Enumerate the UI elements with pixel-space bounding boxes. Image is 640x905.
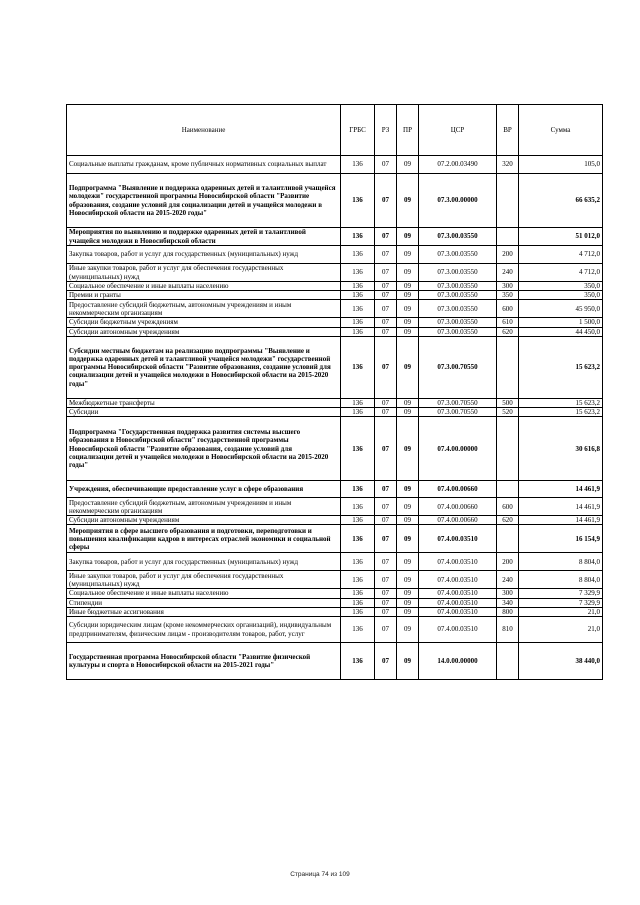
cell-rz: 07 [375, 228, 397, 246]
table-row [67, 481, 603, 498]
cell-rz: 07 [375, 617, 397, 643]
cell-csr: 07.4.00.00660 [419, 481, 497, 498]
page-number: Страница 74 из 109 [290, 871, 350, 878]
cell-csr: 07.3.00.03550 [419, 246, 497, 264]
cell-name: Субсидии [67, 408, 341, 417]
cell-sum: 14 461,9 [519, 481, 603, 498]
cell-vr: 810 [497, 617, 519, 643]
cell-vr [497, 174, 519, 228]
cell-name: Мероприятия по выявлению и поддержке одаренных детей и талантливой учащейся молодежи в Новосибирской области [67, 228, 341, 246]
table-body [67, 156, 603, 680]
table-row [67, 607, 603, 616]
cell-pr: 09 [397, 571, 419, 589]
cell-sum: 7 329,9 [519, 598, 603, 607]
cell-pr: 09 [397, 300, 419, 318]
cell-sum: 14 461,9 [519, 516, 603, 525]
cell-vr [497, 228, 519, 246]
table-row [67, 617, 603, 643]
cell-name: Социальное обеспечение и иные выплаты населению [67, 282, 341, 291]
cell-csr: 07.3.00.03550 [419, 264, 497, 282]
cell-vr: 600 [497, 498, 519, 516]
cell-pr: 09 [397, 617, 419, 643]
cell-sum: 350,0 [519, 282, 603, 291]
cell-sum: 44 450,0 [519, 327, 603, 336]
table-row [67, 174, 603, 228]
table-row [67, 246, 603, 264]
table-row [67, 516, 603, 525]
cell-grbs: 136 [341, 336, 375, 398]
cell-vr: 600 [497, 300, 519, 318]
table-row [67, 525, 603, 553]
cell-rz: 07 [375, 318, 397, 327]
cell-pr: 09 [397, 408, 419, 417]
cell-vr: 300 [497, 589, 519, 598]
cell-rz: 07 [375, 598, 397, 607]
cell-sum: 45 950,0 [519, 300, 603, 318]
table-row [67, 300, 603, 318]
table-row [67, 598, 603, 607]
cell-pr: 09 [397, 481, 419, 498]
cell-name: Премии и гранты [67, 291, 341, 300]
cell-grbs: 136 [341, 264, 375, 282]
cell-name: Подпрограмма "Выявление и поддержка одаренных детей и талантливой учащейся молодежи" государственной программы Новосибирской области "Развитие образования, создание условий для социализации детей и учащейся молодежи в Новосибирской области на 2015-2020 годы" [67, 174, 341, 228]
cell-pr: 09 [397, 156, 419, 174]
cell-rz: 07 [375, 398, 397, 407]
cell-vr: 200 [497, 553, 519, 571]
cell-name: Социальные выплаты гражданам, кроме публичных нормативных социальных выплат [67, 156, 341, 174]
cell-vr: 240 [497, 264, 519, 282]
cell-name: Субсидии автономным учреждениям [67, 327, 341, 336]
cell-csr: 07.4.00.00000 [419, 417, 497, 481]
col-header-csr: ЦСР [419, 105, 497, 156]
cell-csr: 07.4.00.03510 [419, 589, 497, 598]
cell-sum: 4 712,0 [519, 246, 603, 264]
cell-sum: 1 500,0 [519, 318, 603, 327]
cell-grbs: 136 [341, 516, 375, 525]
cell-name: Мероприятия в сфере высшего образования и подготовки, переподготовки и повышения квалификации кадров в интересах отраслей экономики и социальной сферы [67, 525, 341, 553]
table-row [67, 291, 603, 300]
cell-grbs: 136 [341, 282, 375, 291]
cell-sum: 15 623,2 [519, 398, 603, 407]
cell-pr: 09 [397, 516, 419, 525]
cell-name: Предоставление субсидий бюджетным, автономным учреждениям и иным некоммерческим организациям [67, 498, 341, 516]
cell-name: Иные бюджетные ассигнования [67, 607, 341, 616]
cell-csr: 07.3.00.03550 [419, 327, 497, 336]
cell-name: Подпрограмма "Государственная поддержка развития системы высшего образования в Новосибирской области" государственной программы Новосибирской области "Развитие образования, создание условий для социализации детей и учащейся молодежи в Новосибирской области на 2015-2020 годы" [67, 417, 341, 481]
cell-sum: 38 440,0 [519, 643, 603, 680]
cell-rz: 07 [375, 291, 397, 300]
cell-grbs: 136 [341, 318, 375, 327]
cell-rz: 07 [375, 525, 397, 553]
cell-grbs: 136 [341, 617, 375, 643]
table-row [67, 318, 603, 327]
cell-sum: 51 012,0 [519, 228, 603, 246]
cell-name: Субсидии местным бюджетам на реализацию подпрограммы "Выявление и поддержка одаренных детей и талантливой учащейся молодежи" государственной программы Новосибирской области "Развитие образования, создание условий для социализации детей и учащейся молодежи в Новосибирской области на 2015-2020 годы" [67, 336, 341, 398]
cell-rz: 07 [375, 300, 397, 318]
cell-pr: 09 [397, 525, 419, 553]
cell-pr: 09 [397, 228, 419, 246]
cell-csr: 07.4.00.00660 [419, 498, 497, 516]
cell-name: Государственная программа Новосибирской области "Развитие физической культуры и спорта в Новосибирской области на 2015-2021 годы" [67, 643, 341, 680]
cell-pr: 09 [397, 282, 419, 291]
col-header-rz: РЗ [375, 105, 397, 156]
cell-rz: 07 [375, 571, 397, 589]
cell-rz: 07 [375, 264, 397, 282]
cell-name: Учреждения, обеспечивающие предоставление услуг в сфере образования [67, 481, 341, 498]
cell-pr: 09 [397, 398, 419, 407]
table-header-row [67, 105, 603, 156]
cell-vr [497, 336, 519, 398]
cell-csr: 07.4.00.03510 [419, 607, 497, 616]
cell-vr: 300 [497, 282, 519, 291]
cell-grbs: 136 [341, 481, 375, 498]
cell-vr [497, 417, 519, 481]
cell-csr: 07.3.00.70550 [419, 398, 497, 407]
cell-rz: 07 [375, 589, 397, 598]
cell-csr: 07.3.00.03550 [419, 282, 497, 291]
cell-vr [497, 525, 519, 553]
cell-rz: 07 [375, 174, 397, 228]
table-row [67, 228, 603, 246]
cell-grbs: 136 [341, 498, 375, 516]
cell-pr: 09 [397, 553, 419, 571]
cell-vr: 320 [497, 156, 519, 174]
cell-name: Субсидии юридическим лицам (кроме некоммерческих организаций), индивидуальным предпринимателям, физическим лицам - производителям товаров, работ, услуг [67, 617, 341, 643]
table-row [67, 643, 603, 680]
cell-sum: 350,0 [519, 291, 603, 300]
cell-pr: 09 [397, 336, 419, 398]
table-row [67, 282, 603, 291]
cell-csr: 07.4.00.03510 [419, 571, 497, 589]
cell-grbs: 136 [341, 571, 375, 589]
cell-grbs: 136 [341, 408, 375, 417]
cell-csr: 07.4.00.03510 [419, 598, 497, 607]
cell-rz: 07 [375, 156, 397, 174]
col-header-pr: ПР [397, 105, 419, 156]
cell-grbs: 136 [341, 525, 375, 553]
cell-grbs: 136 [341, 398, 375, 407]
cell-sum: 105,0 [519, 156, 603, 174]
cell-vr: 240 [497, 571, 519, 589]
cell-grbs: 136 [341, 598, 375, 607]
cell-grbs: 136 [341, 589, 375, 598]
cell-name: Субсидии бюджетным учреждениям [67, 318, 341, 327]
cell-sum: 8 804,0 [519, 553, 603, 571]
cell-csr: 07.3.00.70550 [419, 336, 497, 398]
cell-csr: 07.2.00.03490 [419, 156, 497, 174]
cell-rz: 07 [375, 498, 397, 516]
cell-name: Закупка товаров, работ и услуг для государственных (муниципальных) нужд [67, 246, 341, 264]
table-row [67, 417, 603, 481]
cell-pr: 09 [397, 643, 419, 680]
cell-grbs: 136 [341, 553, 375, 571]
table-row [67, 156, 603, 174]
cell-rz: 07 [375, 246, 397, 264]
cell-grbs: 136 [341, 300, 375, 318]
cell-pr: 09 [397, 327, 419, 336]
cell-grbs: 136 [341, 174, 375, 228]
cell-rz: 07 [375, 327, 397, 336]
cell-vr [497, 481, 519, 498]
cell-pr: 09 [397, 291, 419, 300]
cell-csr: 07.3.00.03550 [419, 300, 497, 318]
cell-csr: 07.4.00.03510 [419, 553, 497, 571]
cell-csr: 07.4.00.03510 [419, 617, 497, 643]
cell-name: Предоставление субсидий бюджетным, автономным учреждениям и иным некоммерческим организациям [67, 300, 341, 318]
table-row [67, 589, 603, 598]
cell-rz: 07 [375, 282, 397, 291]
cell-rz: 07 [375, 336, 397, 398]
cell-csr: 07.3.00.03550 [419, 291, 497, 300]
cell-pr: 09 [397, 607, 419, 616]
cell-vr: 200 [497, 246, 519, 264]
cell-vr: 610 [497, 318, 519, 327]
table-row [67, 398, 603, 407]
cell-rz: 07 [375, 643, 397, 680]
cell-csr: 07.3.00.03550 [419, 318, 497, 327]
cell-sum: 21,0 [519, 617, 603, 643]
cell-vr [497, 643, 519, 680]
cell-sum: 16 154,9 [519, 525, 603, 553]
cell-sum: 15 623,2 [519, 408, 603, 417]
cell-grbs: 136 [341, 327, 375, 336]
cell-sum: 66 635,2 [519, 174, 603, 228]
cell-csr: 07.4.00.03510 [419, 525, 497, 553]
cell-pr: 09 [397, 498, 419, 516]
cell-rz: 07 [375, 417, 397, 481]
table-row [67, 498, 603, 516]
cell-rz: 07 [375, 408, 397, 417]
cell-csr: 07.4.00.00660 [419, 516, 497, 525]
cell-name: Межбюджетные трансферты [67, 398, 341, 407]
cell-sum: 21,0 [519, 607, 603, 616]
col-header-grbs: ГРБС [341, 105, 375, 156]
cell-grbs: 136 [341, 291, 375, 300]
cell-grbs: 136 [341, 228, 375, 246]
cell-csr: 07.3.00.03550 [419, 228, 497, 246]
cell-pr: 09 [397, 174, 419, 228]
cell-vr: 350 [497, 291, 519, 300]
cell-sum: 8 804,0 [519, 571, 603, 589]
cell-name: Иные закупки товаров, работ и услуг для обеспечения государственных (муниципальных) нужд [67, 264, 341, 282]
cell-sum: 7 329,9 [519, 589, 603, 598]
table-row [67, 408, 603, 417]
col-header-vr: ВР [497, 105, 519, 156]
table-row [67, 336, 603, 398]
cell-vr: 620 [497, 327, 519, 336]
cell-grbs: 136 [341, 156, 375, 174]
cell-sum: 4 712,0 [519, 264, 603, 282]
cell-grbs: 136 [341, 643, 375, 680]
cell-grbs: 136 [341, 246, 375, 264]
cell-grbs: 136 [341, 417, 375, 481]
cell-name: Стипендии [67, 598, 341, 607]
cell-rz: 07 [375, 553, 397, 571]
cell-name: Закупка товаров, работ и услуг для государственных (муниципальных) нужд [67, 553, 341, 571]
cell-pr: 09 [397, 589, 419, 598]
cell-name: Социальное обеспечение и иные выплаты населению [67, 589, 341, 598]
cell-csr: 07.3.00.00000 [419, 174, 497, 228]
col-header-sum: Сумма [519, 105, 603, 156]
cell-name: Субсидии автономным учреждениям [67, 516, 341, 525]
cell-grbs: 136 [341, 607, 375, 616]
cell-vr: 800 [497, 607, 519, 616]
col-header-name: Наименование [67, 105, 341, 156]
cell-sum: 30 616,8 [519, 417, 603, 481]
cell-pr: 09 [397, 318, 419, 327]
cell-vr: 620 [497, 516, 519, 525]
cell-pr: 09 [397, 417, 419, 481]
cell-rz: 07 [375, 607, 397, 616]
cell-rz: 07 [375, 516, 397, 525]
table-row [67, 264, 603, 282]
table-row [67, 571, 603, 589]
cell-csr: 07.3.00.70550 [419, 408, 497, 417]
cell-rz: 07 [375, 481, 397, 498]
table-row [67, 553, 603, 571]
cell-vr: 520 [497, 408, 519, 417]
cell-pr: 09 [397, 246, 419, 264]
table-row [67, 327, 603, 336]
cell-pr: 09 [397, 264, 419, 282]
budget-table [66, 104, 603, 680]
cell-sum: 15 623,2 [519, 336, 603, 398]
cell-sum: 14 461,9 [519, 498, 603, 516]
cell-vr: 340 [497, 598, 519, 607]
cell-name: Иные закупки товаров, работ и услуг для обеспечения государственных (муниципальных) нужд [67, 571, 341, 589]
cell-pr: 09 [397, 598, 419, 607]
cell-csr: 14.0.00.00000 [419, 643, 497, 680]
cell-vr: 500 [497, 398, 519, 407]
